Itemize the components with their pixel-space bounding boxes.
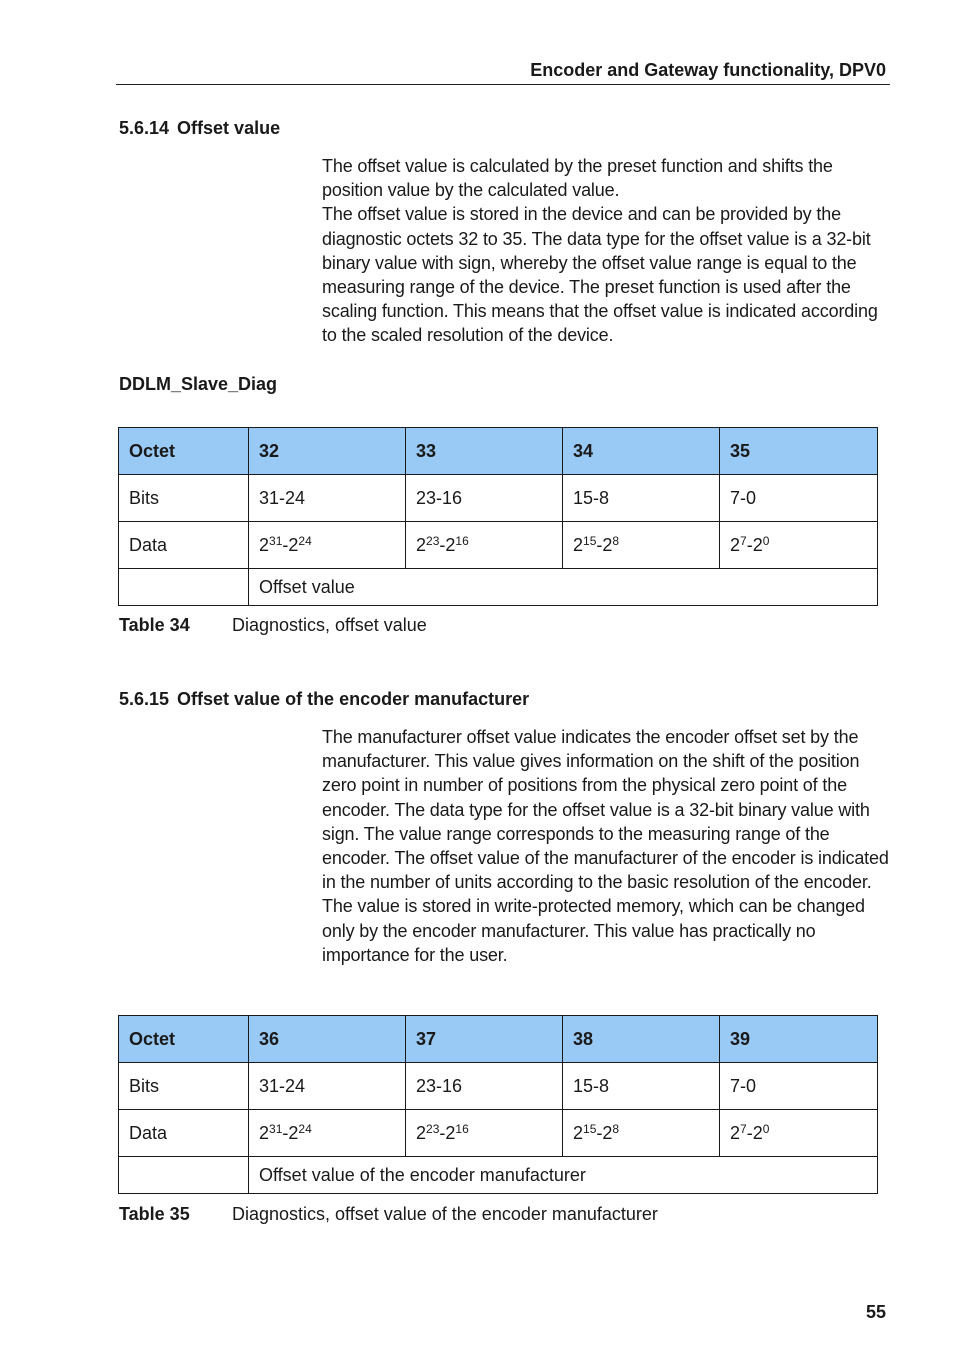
manufacturer-offset-table xyxy=(118,1015,878,1194)
paragraph: The manufacturer offset value indicates the encoder offset set by the manufacturer. This value gives information on the shift of the position zero point in number of positions from the physical zero point of the encoder. The data type for the offset value is a 32-bit binary value with sign. The value range corresponds to the measuring range of the encoder. The offset value of the manufacturer of the encoder is indicated in the number of units according to the basic resolution of the encoder. The value is stored in write-protected memory, which can be changed only by the encoder manufacturer. This value has practically no importance for the user. xyxy=(322,727,889,965)
running-header xyxy=(116,58,890,85)
table-cell: 15-8 xyxy=(563,475,720,522)
header-cell: Octet xyxy=(119,1016,249,1063)
section-title: Offset value of the encoder manufacturer xyxy=(177,689,530,709)
power-range-cell: $2^{31}-2^{24}$ xyxy=(249,522,406,569)
header-cell: 39 xyxy=(720,1016,878,1063)
section-body-offset-value xyxy=(322,154,890,348)
row-label: Data xyxy=(119,1110,249,1157)
table-cell: 31-24 xyxy=(249,1063,406,1110)
page-number: 55 xyxy=(865,1302,886,1322)
table-header-row xyxy=(119,1016,878,1063)
table-row-data xyxy=(119,522,878,569)
empty-cell xyxy=(119,569,249,606)
header-cell: 33 xyxy=(406,428,563,475)
row-label: Bits xyxy=(119,1063,249,1110)
section-number: 5.6.15 xyxy=(119,689,170,709)
paragraph: The offset value is stored in the device and can be provided by the diagnostic octets 32 to 35. The data type for the offset value is a 32-bit binary value with sign, whereby the offset value range is equal to the measuring range of the device. The preset function is used after the scaling function. This means that the offset value is indicated according to the scaled resolution of the device. xyxy=(322,204,878,346)
table-cell: 23-16 xyxy=(406,475,563,522)
table-cell: 7-0 xyxy=(720,1063,878,1110)
table-row-description xyxy=(119,1157,878,1194)
caption-label: Table 35 xyxy=(119,1204,190,1224)
header-cell: 35 xyxy=(720,428,878,475)
power-range-cell: $2^{23}-2^{16}$ xyxy=(406,1110,563,1157)
section-heading-offset-value xyxy=(119,117,280,139)
header-cell: 32 xyxy=(249,428,406,475)
span-cell: Offset value of the encoder manufacturer xyxy=(249,1157,878,1194)
table-caption xyxy=(119,614,427,636)
table-row-bits xyxy=(119,1063,878,1110)
table-cell: 15-8 xyxy=(563,1063,720,1110)
power-range-cell: $2^{31}-2^{24}$ xyxy=(249,1110,406,1157)
header-cell: Octet xyxy=(119,428,249,475)
table-header-row xyxy=(119,428,878,475)
offset-value-table xyxy=(118,427,878,606)
caption-text: Diagnostics, offset value of the encoder manufacturer xyxy=(232,1204,658,1224)
table-row-data xyxy=(119,1110,878,1157)
header-cell: 38 xyxy=(563,1016,720,1063)
power-range-cell: $2^7-2^0$ xyxy=(720,522,878,569)
table-row-description xyxy=(119,569,878,606)
span-cell: Offset value xyxy=(249,569,878,606)
table-cell: 7-0 xyxy=(720,475,878,522)
empty-cell xyxy=(119,1157,249,1194)
subheading-ddlm-slave-diag: DDLM_Slave_Diag xyxy=(119,374,278,394)
header-cell: 36 xyxy=(249,1016,406,1063)
table-cell: 23-16 xyxy=(406,1063,563,1110)
section-body-manufacturer-offset xyxy=(322,725,890,967)
power-range-cell: $2^7-2^0$ xyxy=(720,1110,878,1157)
table-cell: 31-24 xyxy=(249,475,406,522)
header-cell: 34 xyxy=(563,428,720,475)
row-label: Data xyxy=(119,522,249,569)
section-title: Offset value xyxy=(177,118,281,138)
row-label: Bits xyxy=(119,475,249,522)
header-title: Encoder and Gateway functionality, DPV0 xyxy=(530,60,886,80)
power-range-cell: $2^{15}-2^8$ xyxy=(563,522,720,569)
table-caption xyxy=(119,1203,658,1225)
section-heading-manufacturer-offset xyxy=(119,688,529,710)
caption-label: Table 34 xyxy=(119,615,190,635)
power-range-cell: $2^{15}-2^8$ xyxy=(563,1110,720,1157)
table-row-bits xyxy=(119,475,878,522)
paragraph: The offset value is calculated by the preset function and shifts the position value by the calculated value. xyxy=(322,156,833,201)
power-range-cell: $2^{23}-2^{16}$ xyxy=(406,522,563,569)
caption-text: Diagnostics, offset value xyxy=(232,615,427,635)
section-number: 5.6.14 xyxy=(119,118,170,138)
header-cell: 37 xyxy=(406,1016,563,1063)
